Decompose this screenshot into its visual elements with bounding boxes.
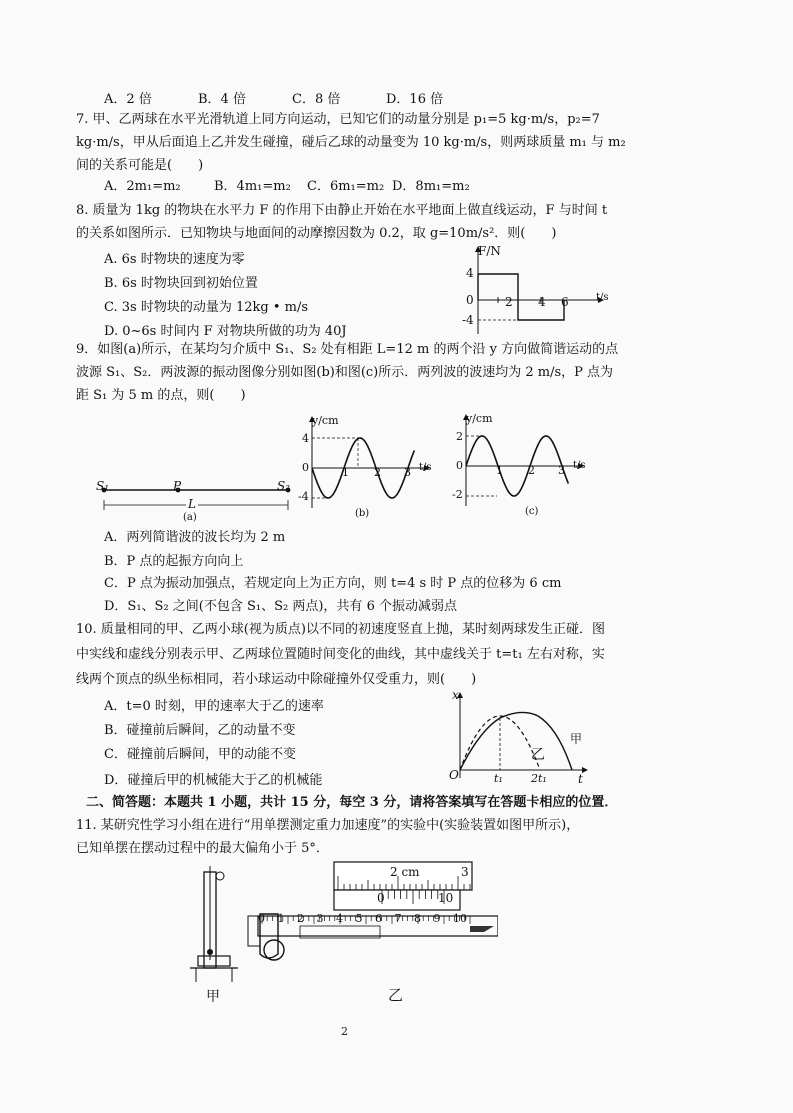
lower-scale-number: 3 (316, 912, 324, 925)
lower-scale-number: 10 (453, 912, 467, 925)
q8-line-1: 8. 质量为 1kg 的物块在水平力 F 的作用下由静止开始在水平地面上做直线运动，F 与时间 t (76, 203, 608, 218)
lower-scale-number: 0 (258, 912, 265, 925)
q9-fig-c-caption: (c) (525, 506, 539, 517)
q8-graph-xlabel: t/s (596, 292, 609, 303)
q11-line-2: 已知单摆在摆动过程中的最大偏角小于 5°． (76, 841, 329, 856)
q9-fig-c-xtick-3: 3 (558, 464, 565, 477)
q10-graph-origin: O (449, 768, 459, 782)
q9-option-a: A．两列简谐波的波长均为 2 m (104, 530, 286, 545)
q7-option-d: D．8m₁=m₂ (392, 179, 470, 194)
lower-scale-number: 4 (336, 912, 343, 925)
q9-fig-b-xtick-2: 2 (374, 466, 381, 479)
q9-line-3: 距 S₁ 为 5 m 的点，则( ) (76, 388, 246, 403)
q9-fig-c-ylabel: y/cm (466, 412, 493, 425)
q9-fig-c-ytick-2: 2 (456, 430, 463, 443)
q6-option-c: C．8 倍 (292, 92, 341, 107)
lower-scale-number: 2 (297, 912, 304, 925)
q11-line-1: 11. 某研究性学习小组在进行“用单摆测定重力加速度”的实验中(实验装置如图甲所示)， (76, 818, 580, 833)
q11-pendulum-apparatus (190, 862, 240, 984)
q10-option-b: B．碰撞前后瞬间，乙的动量不变 (104, 723, 296, 738)
q9-fig-c-ytick-0: 0 (456, 459, 463, 472)
q8-option-a: A. 6s 时物块的速度为零 (104, 252, 245, 267)
q10-option-a: A．t=0 时刻，甲的速率大于乙的速率 (104, 699, 324, 714)
q9-fig-a-p: P (173, 479, 182, 493)
q9-option-b: B．P 点的起振方向向上 (104, 554, 244, 569)
q7-line-3: 间的关系可能是( ) (76, 158, 204, 173)
q10-line-2: 中实线和虚线分别表示甲、乙两球位置随时间变化的曲线，其中虚线关于 t=t₁ 左右对称，实 (76, 647, 605, 662)
q10-graph-ylabel: x (452, 688, 459, 702)
lower-scale-number: 9 (433, 912, 441, 925)
q8-graph-xtick-4: 4 (538, 295, 546, 309)
q9-fig-a-s1: S₁ (96, 479, 110, 493)
q9-fig-b-ylabel: y/cm (312, 414, 339, 427)
q11-vernier-zero: 0 (377, 891, 385, 905)
q8-line-2: 的关系如图所示．已知物块与地面间的动摩擦因数为 0.2，取 g=10m/s²．则( ) (76, 226, 557, 241)
q9-figure-c (452, 412, 586, 512)
q9-option-c: C．P 点为振动加强点，若规定向上为正方向，则 t=4 s 时 P 点的位移为 6 cm (104, 576, 562, 591)
q10-line-3: 线两个顶点的纵坐标相同，若小球运动中除碰撞外仅受重力，则( ) (76, 672, 477, 687)
section-2-heading: 二、简答题：本题共 1 小题，共计 15 分，每空 3 分，请将答案填写在答题卡相应的位置． (86, 795, 618, 810)
q9-line-2: 波源 S₁、S₂．两波源的振动图像分别如图(b)和图(c)所示．两列波的波速均为 2 m/s，P 点为 (76, 365, 614, 380)
q6-option-b: B．4 倍 (198, 92, 246, 107)
q9-fig-c-xlabel: t/s (573, 460, 586, 471)
q7-option-c: C．6m₁=m₂ (307, 179, 385, 194)
q9-fig-a-s2: S₂ (277, 479, 291, 493)
q8-graph-xtick-2: 2 (505, 295, 513, 309)
q8-graph-ylabel: F/N (478, 244, 501, 258)
q8-graph-ytick-4: 4 (466, 266, 474, 280)
q9-figure-b (298, 414, 432, 514)
q9-fig-b-ytick-4: 4 (302, 432, 309, 445)
q10-graph-xlabel: t (578, 772, 583, 786)
q8-graph-ytick-0: 0 (466, 293, 474, 307)
q8-option-c: C. 3s 时物块的动量为 12kg • m/s (104, 300, 309, 315)
q9-fig-a-caption: (a) (183, 512, 197, 523)
lower-scale-number: 5 (355, 912, 363, 925)
q8-option-b: B. 6s 时物块回到初始位置 (104, 276, 258, 291)
q10-option-d: D．碰撞后甲的机械能大于乙的机械能 (104, 773, 323, 788)
q8-option-d: D. 0~6s 时间内 F 对物块所做的功为 40J (104, 324, 347, 339)
q9-option-d: D．S₁、S₂ 之间(不包含 S₁、S₂ 两点)，共有 6 个振动减弱点 (104, 599, 457, 614)
lower-scale-number: 6 (375, 912, 382, 925)
q8-graph-ytick-neg4: -4 (462, 313, 474, 327)
lower-scale-number: 8 (414, 912, 421, 925)
q6-option-a: A．2 倍 (104, 92, 152, 107)
q9-fig-a-l: L (188, 497, 196, 511)
q10-graph-t1: t₁ (494, 772, 503, 785)
lower-scale-number: 7 (394, 912, 402, 925)
q10-position-time-graph (448, 690, 588, 786)
q11-vernier-ten: 10 (438, 891, 454, 905)
q11-caption-yi: 乙 (388, 986, 404, 1004)
q9-fig-b-ytick-0: 0 (302, 461, 309, 474)
q9-fig-c-ytick-neg2: -2 (452, 488, 463, 501)
q9-fig-c-xtick-1: 1 (496, 464, 503, 477)
q9-fig-c-xtick-2: 2 (528, 464, 535, 477)
page-number: 2 (341, 1025, 348, 1038)
q10-graph-t2: 2t₁ (531, 772, 547, 785)
q9-fig-b-xlabel: t/s (419, 462, 432, 473)
q10-graph-jia-label: 甲 (570, 732, 583, 746)
q6-option-d: D．16 倍 (386, 92, 444, 107)
q8-graph-xtick-6: 6 (561, 295, 569, 309)
q10-option-c: C．碰撞前后瞬间，甲的动能不变 (104, 747, 296, 762)
q9-fig-b-ytick-neg4: -4 (298, 490, 309, 503)
q7-line-1: 7. 甲、乙两球在水平光滑轨道上同方向运动，已知它们的动量分别是 p₁=5 kg·m/s，p₂=7 (76, 112, 600, 127)
q11-main-scale-label: 2 cm (390, 865, 420, 879)
q9-fig-b-xtick-1: 1 (342, 466, 349, 479)
q11-main-scale-end: 3 (461, 865, 469, 879)
q7-option-a: A．2m₁=m₂ (104, 179, 181, 194)
lower-scale-number: 1 (277, 912, 285, 925)
q9-line-1: 9．如图(a)所示，在某均匀介质中 S₁、S₂ 处有相距 L=12 m 的两个沿 y 方向做简谐运动的点 (76, 342, 619, 357)
q10-graph-yi-label: 乙 (531, 747, 545, 763)
q9-fig-b-caption: (b) (355, 508, 370, 519)
q11-caption-jia: 甲 (206, 989, 220, 1005)
q10-jia-curve (460, 712, 572, 770)
q7-option-b: B．4m₁=m₂ (214, 179, 291, 194)
q7-line-2: kg·m/s，甲从后面追上乙并发生碰撞，碰后乙球的动量变为 10 kg·m/s，则两球质量 m₁ 与 m₂ (76, 135, 626, 150)
q10-line-1: 10. 质量相同的甲、乙两小球(视为质点)以不同的初速度竖直上抛，某时刻两球发生正碰．图 (76, 622, 605, 637)
q9-fig-b-xtick-3: 3 (404, 466, 411, 479)
